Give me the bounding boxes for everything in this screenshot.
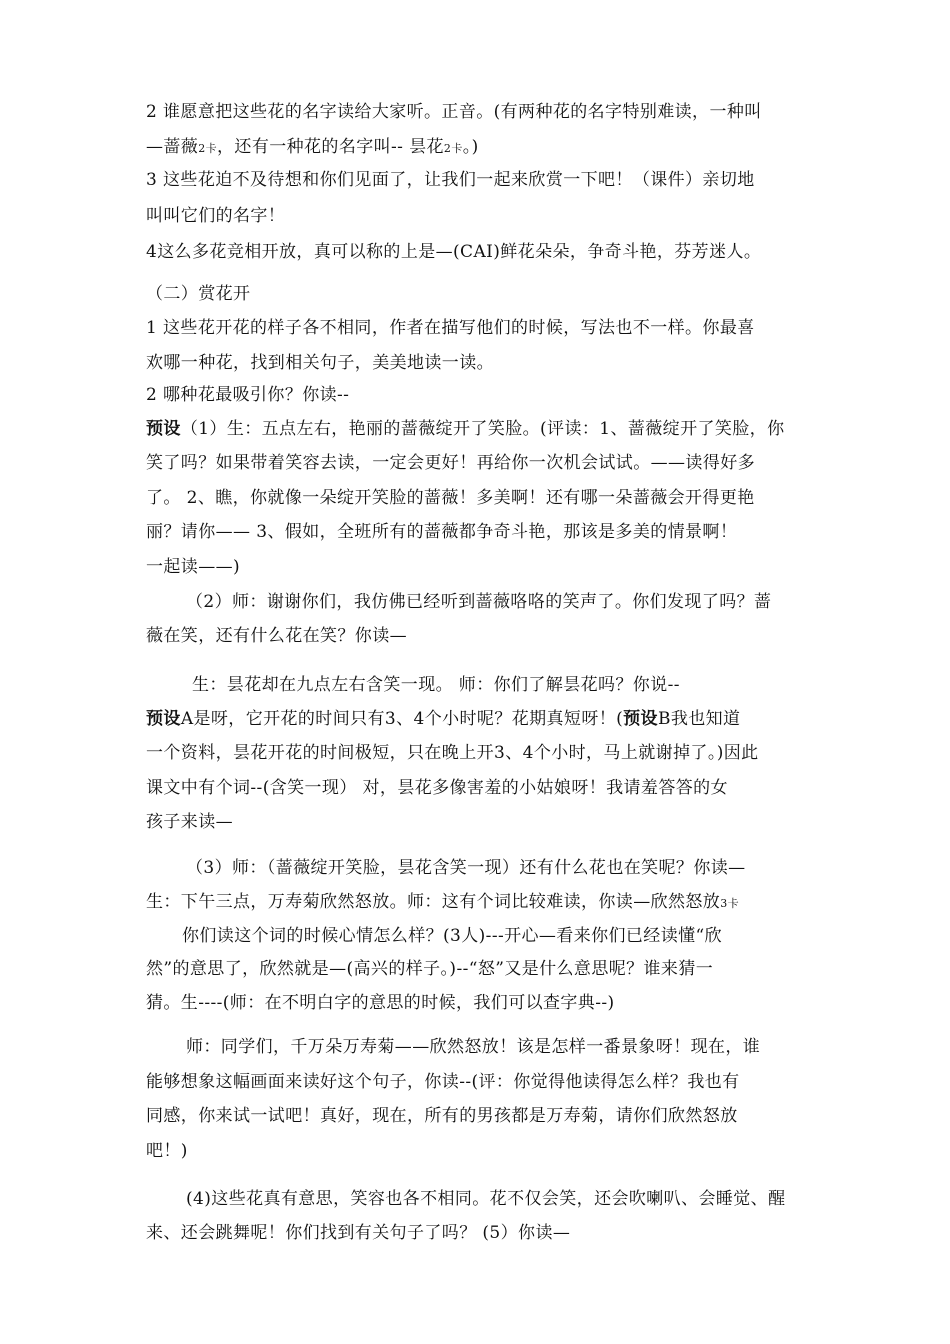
text-segment: 然”的意思了，欣然就是—(高兴的样子。)--“怒”又是什么意思呢？谁来猜一 — [146, 959, 714, 979]
text-segment: 能够想象这幅画面来读好这个句子，你读--(评：你觉得他读得怎么样？我也有 — [146, 1072, 740, 1092]
text-line — [186, 856, 866, 880]
text-segment: A是呀，它开花的时间只有3、4个小时呢？花期真短呀！( — [180, 709, 624, 729]
card-note: 2卡 — [198, 142, 218, 155]
text-segment: 猜。生----(师：在不明白字的意思的时候，我们可以查字典--) — [146, 993, 615, 1013]
text-segment: 叫叫它们的名字！ — [146, 206, 286, 226]
card-note: 2卡 — [443, 142, 463, 155]
text-segment: 欢哪一种花，找到相关句子，美美地读一读。 — [146, 353, 494, 373]
text-line — [146, 383, 826, 407]
text-line — [192, 673, 872, 697]
text-segment: (4)这些花真有意思，笑容也各不相同。花不仅会笑，还会吹喇叭、会睡觉、醒 — [186, 1189, 786, 1209]
text-segment: 3 这些花迫不及待想和你们见面了，让我们一起来欣赏一下吧！（课件）亲切地 — [146, 170, 755, 190]
text-line — [182, 924, 862, 948]
text-segment: 来、还会跳舞呢！你们找到有关句子了吗？ (5）你读— — [146, 1223, 571, 1243]
text-segment: （二）赏花开 — [146, 284, 251, 304]
text-segment: 一起读——) — [146, 557, 241, 577]
text-line — [146, 707, 826, 731]
text-segment: （3）师：（蔷薇绽开笑脸，昙花含笑一现）还有什么花也在笑呢？你读— — [186, 858, 746, 878]
text-segment: B我也知道 — [657, 709, 741, 729]
text-segment: 吧！) — [146, 1141, 188, 1161]
text-segment: 4这么多花竞相开放，真可以称的上是—(CAI)鲜花朵朵，争奇斗艳，芬芳迷人。 — [146, 242, 762, 262]
text-segment: 你们读这个词的时候心情怎么样？(3人)---开心—看来你们已经读懂“欣 — [182, 926, 723, 946]
text-line — [146, 624, 826, 648]
text-segment: 生：下午三点，万寿菊欣然怒放。师：这有个词比较难读，你读—欣然怒放 — [146, 892, 721, 912]
text-segment: 笑了吗？如果带着笑容去读，一定会更好！再给你一次机会试试。——读得好多 — [146, 453, 755, 473]
text-segment: 。) — [462, 137, 479, 157]
text-line — [146, 282, 826, 306]
text-segment: 2 谁愿意把这些花的名字读给大家听。正音。(有两种花的名字特别难读，一种叫 — [146, 102, 762, 122]
text-line — [146, 100, 826, 124]
text-segment: 生：昙花却在九点左右含笑一现。 师：你们了解昙花吗？你说-- — [192, 675, 680, 695]
text-line — [146, 890, 826, 916]
emphasis-label: 预设 — [146, 709, 181, 729]
text-segment: 同感，你来试一试吧！真好，现在，所有的男孩都是万寿菊，请你们欣然怒放 — [146, 1106, 738, 1126]
text-segment: 孩子来读— — [146, 812, 233, 832]
text-segment: 课文中有个词--(含笑一现） 对，昙花多像害羞的小姑娘呀！我请羞答答的女 — [146, 778, 728, 798]
text-line — [146, 520, 826, 544]
text-line — [146, 741, 826, 765]
text-line — [146, 316, 826, 340]
text-line — [146, 776, 826, 800]
text-segment: 1 这些花开花的样子各不相同，作者在描写他们的时候，写法也不一样。你最喜 — [146, 318, 755, 338]
emphasis-label: 预设 — [623, 709, 658, 729]
text-segment: 薇在笑，还有什么花在笑？你读— — [146, 626, 407, 646]
text-line — [146, 168, 826, 192]
text-line — [186, 1187, 866, 1211]
text-line — [146, 957, 826, 981]
text-segment: 了。 2、瞧，你就像一朵绽开笑脸的蔷薇！多美啊！还有哪一朵蔷薇会开得更艳 — [146, 488, 755, 508]
text-segment: （2）师：谢谢你们，我仿佛已经听到蔷薇咯咯的笑声了。你们发现了吗？蔷 — [186, 592, 772, 612]
text-segment: 师：同学们，千万朵万寿菊——欣然怒放！该是怎样一番景象呀！现在，谁 — [186, 1037, 761, 1057]
text-line — [146, 451, 826, 475]
text-line — [146, 1221, 826, 1245]
text-line — [186, 590, 866, 614]
card-note: 3卡 — [720, 897, 740, 910]
text-segment: ，还有一种花的名字叫-- 昙花 — [217, 137, 444, 157]
text-line — [146, 351, 826, 375]
text-line — [146, 1104, 826, 1128]
text-line — [146, 1070, 826, 1094]
text-line — [146, 486, 826, 510]
text-segment: 丽？请你—— 3、假如，全班所有的蔷薇都争奇斗艳，那该是多美的情景啊！ — [146, 522, 738, 542]
emphasis-label: 预设 — [146, 419, 181, 439]
text-line — [186, 1035, 866, 1059]
text-line — [146, 991, 826, 1015]
text-line — [146, 240, 826, 264]
text-line — [146, 135, 826, 161]
text-segment: —蔷薇 — [146, 137, 199, 157]
text-segment: 一个资料，昙花开花的时间极短，只在晚上开3、4个小时，马上就谢掉了。)因此 — [146, 743, 759, 763]
text-segment: 2 哪种花最吸引你？你读-- — [146, 385, 350, 405]
text-segment: （1）生：五点左右，艳丽的蔷薇绽开了笑脸。(评读：1、蔷薇绽开了笑脸，你 — [180, 419, 785, 439]
text-line — [146, 810, 826, 834]
text-line — [146, 1139, 826, 1163]
text-line — [146, 417, 826, 441]
text-line — [146, 204, 826, 228]
text-line — [146, 555, 826, 579]
